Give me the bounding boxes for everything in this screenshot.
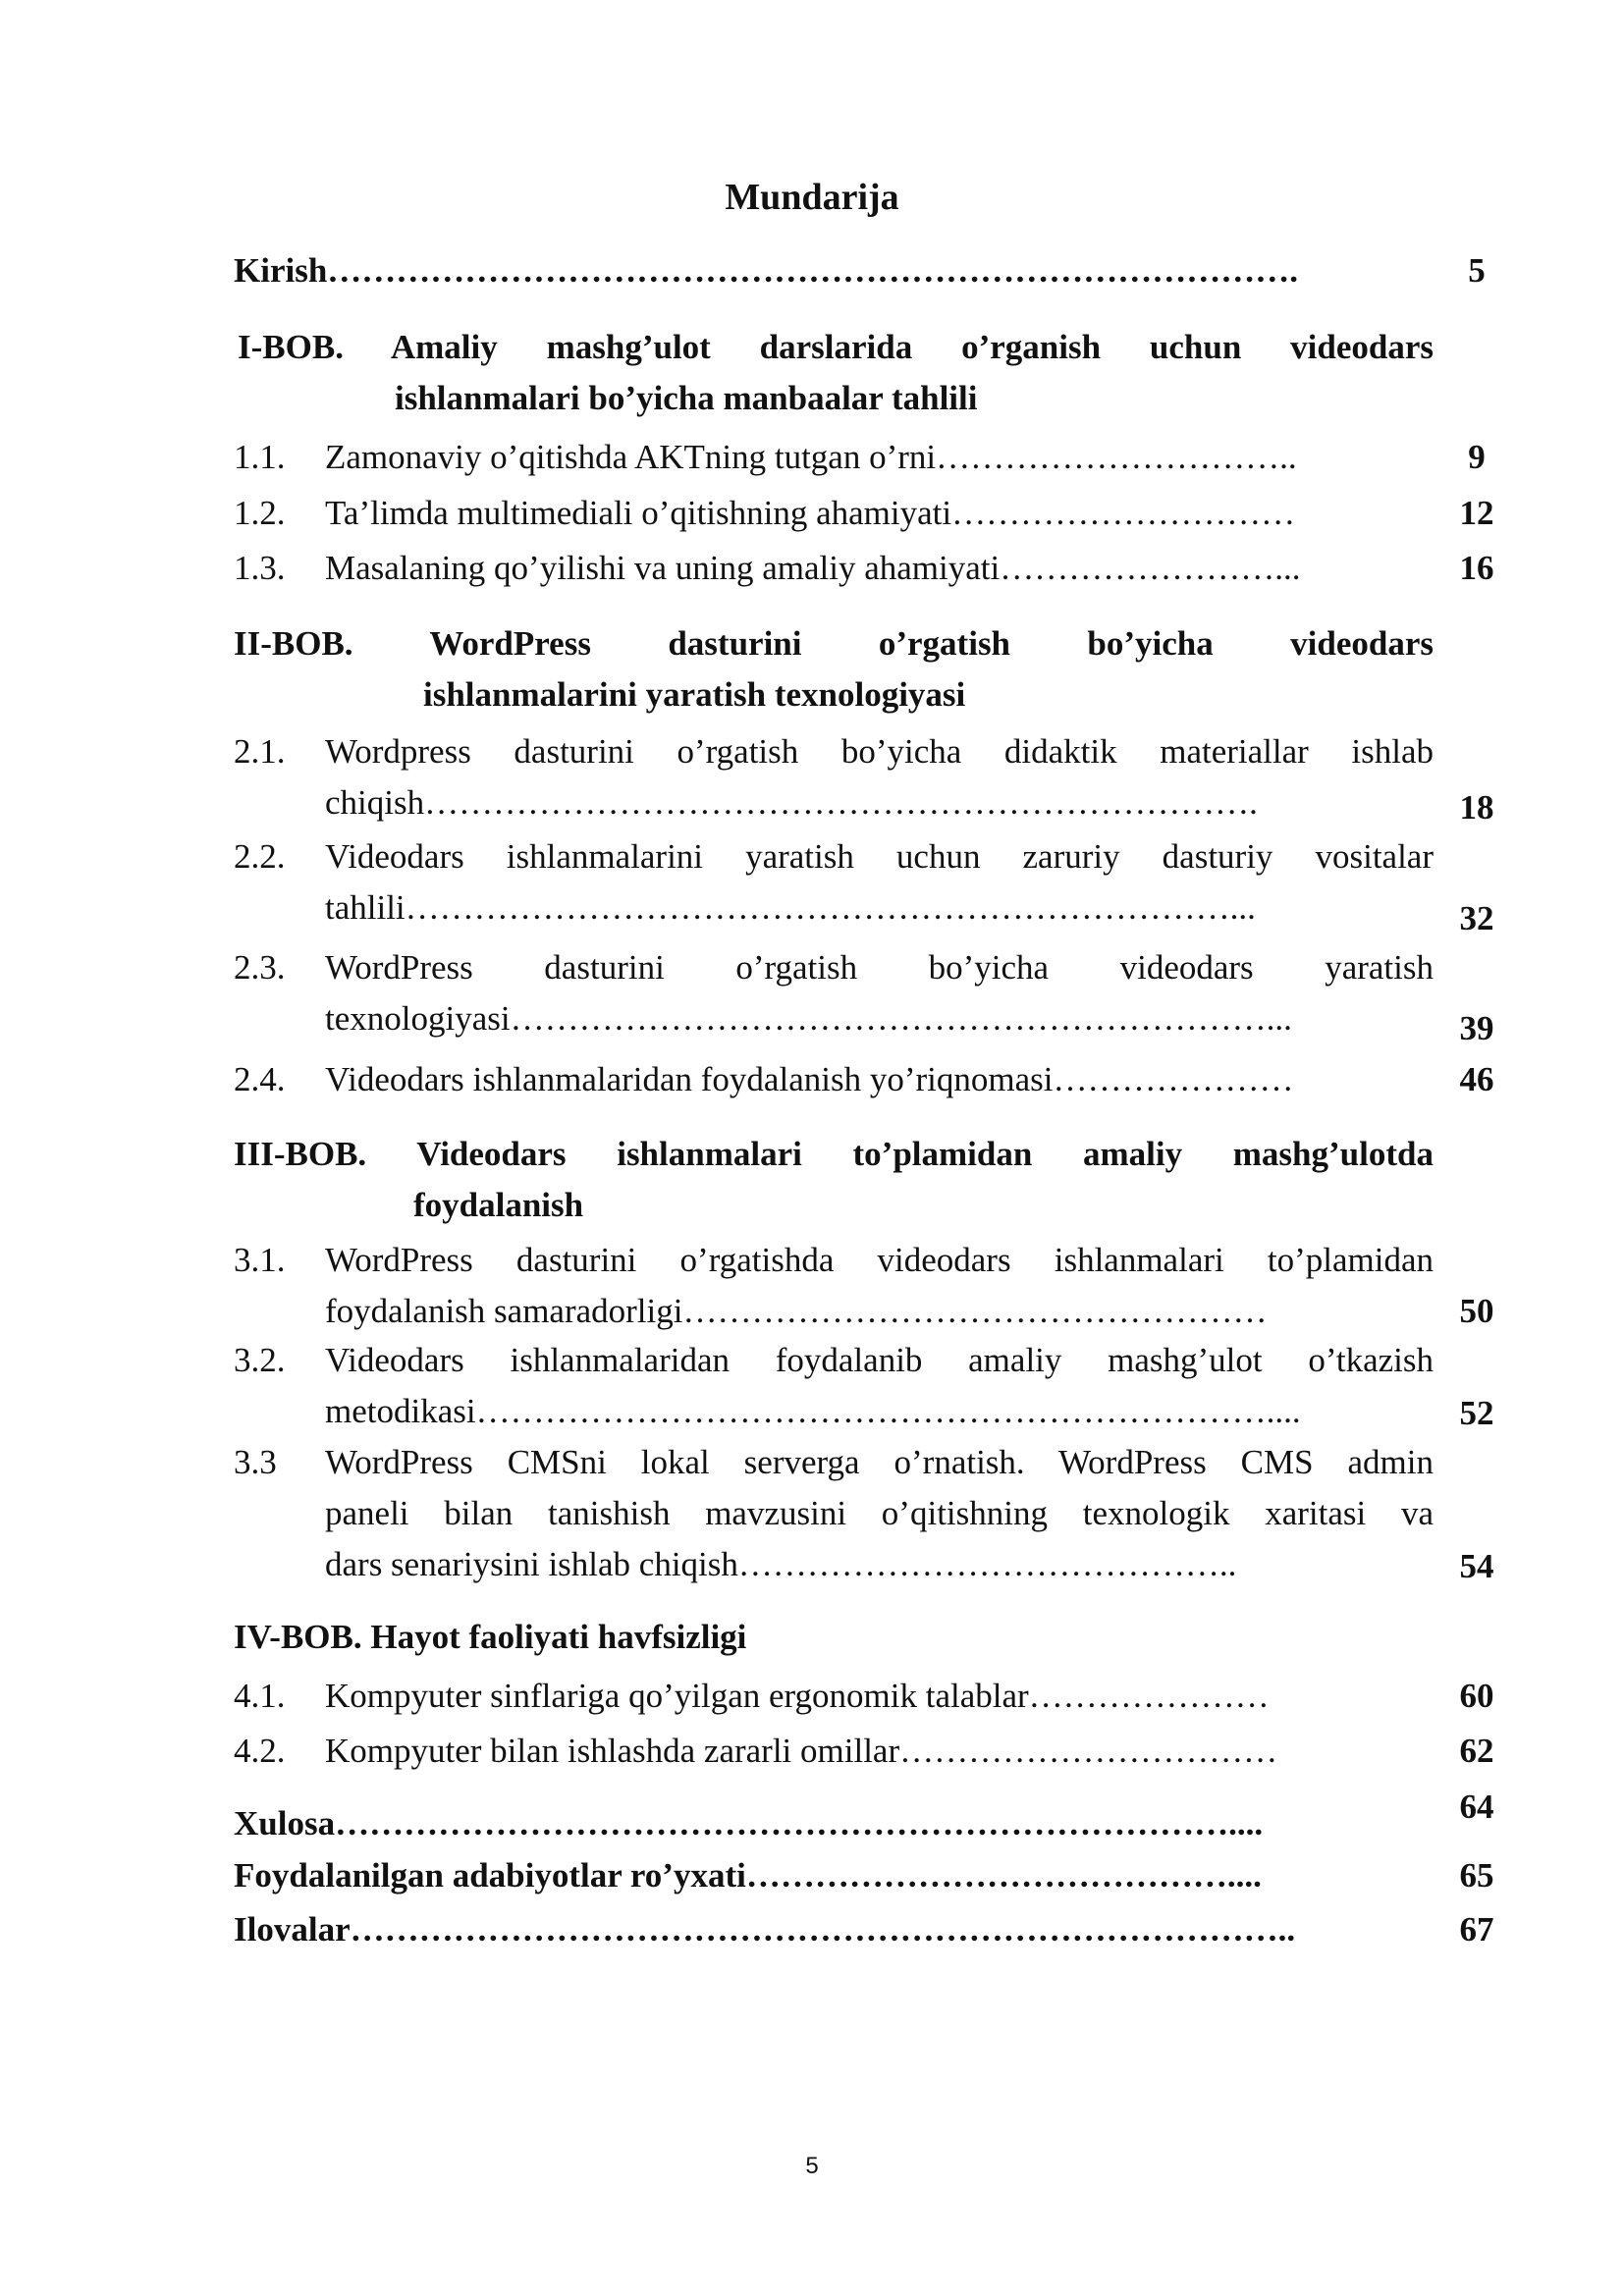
toc-entry-2-1-cont[interactable]: chiqish………………………………………………………………. [325,783,1258,822]
toc-page: 16 [1459,549,1494,587]
toc-page: 9 [1468,438,1486,476]
toc-entry-3-1-cont[interactable]: foydalanish samaradorligi…………………………………………… [325,1292,1268,1330]
toc-entry-2-3[interactable]: WordPress dasturini o’rgatish bo’yicha videodars yaratish [325,948,1434,987]
toc-page-kirish: 5 [1468,251,1486,290]
toc-number: 4.2. [234,1732,286,1770]
toc-page: 62 [1459,1732,1494,1770]
toc-entry-2-2[interactable]: Videodars ishlanmalarini yaratish uchun zaruriy dasturiy vositalar [325,837,1434,876]
toc-number: 1.1. [234,438,286,476]
toc-entry-3-3-cont[interactable]: paneli bilan tanishish mavzusini o’qitishning texnologik xaritasi va [325,1494,1434,1532]
toc-number: 1.3. [234,549,286,587]
toc-page: 39 [1459,1009,1494,1047]
chapter-3-heading-line2[interactable]: foydalanish [413,1186,584,1224]
toc-page: 54 [1459,1547,1494,1585]
toc-number: 2.3. [234,948,286,987]
toc-page-adabiyotlar: 65 [1459,1856,1494,1895]
toc-number: 3.1. [234,1241,286,1279]
toc-entry-3-2[interactable]: Videodars ishlanmalaridan foydalanib amaliy mashg’ulot o’tkazish [325,1341,1434,1379]
toc-number: 3.3 [234,1443,277,1481]
chapter-2-heading-line1[interactable]: II-BOB. WordPress dasturini o’rgatish bo’yicha videodars [234,624,1434,663]
toc-entry-2-4[interactable]: Videodars ishlanmalaridan foydalanish yo’riqnomasi………………… [325,1060,1294,1098]
page-title: Mundarija [725,177,899,218]
toc-number: 3.2. [234,1341,286,1379]
chapter-4-heading[interactable]: IV-BOB. Hayot faoliyati havfsizligi [234,1618,747,1656]
toc-number: 2.4. [234,1060,286,1098]
toc-number: 1.2. [234,494,286,532]
toc-entry-3-2-cont[interactable]: metodikasi…………………………………………………………….... [325,1392,1301,1430]
toc-page: 18 [1459,788,1494,827]
toc-entry-xulosa[interactable]: Xulosa…………………………………………………………………….... [234,1804,1264,1842]
toc-entry-ilovalar[interactable]: Ilovalar……………………………………………………………………….. [234,1910,1296,1949]
toc-entry-4-1[interactable]: Kompyuter sinflariga qo’yilgan ergonomik talablar………………… [325,1677,1270,1715]
toc-page: 46 [1459,1060,1494,1098]
toc-page: 50 [1459,1292,1494,1330]
toc-number: 4.1. [234,1677,286,1715]
toc-page-xulosa: 64 [1459,1788,1494,1826]
toc-entry-4-2[interactable]: Kompyuter bilan ishlashda zararli omillar…………………………… [325,1732,1278,1770]
toc-number: 2.2. [234,837,286,876]
toc-entry-adabiyotlar[interactable]: Foydalanilgan adabiyotlar ro’yxati…………………………………….... [234,1856,1262,1895]
page-number: 5 [805,2153,819,2179]
chapter-2-heading-line2[interactable]: ishlanmalarini yaratish texnologiyasi [423,675,966,714]
toc-page: 32 [1459,899,1494,937]
toc-page: 60 [1459,1677,1494,1715]
toc-page-ilovalar: 67 [1459,1910,1494,1949]
toc-entry-3-3-cont2[interactable]: dars senariysini ishlab chiqish…………………………………….. [325,1545,1237,1583]
toc-entry-3-3[interactable]: WordPress CMSni lokal serverga o’rnatish. WordPress CMS admin [325,1443,1434,1481]
toc-entry-2-2-cont[interactable]: tahlili………………………………………………………………... [325,888,1256,927]
toc-entry-1-2[interactable]: Ta’limda multimediali o’qitishning ahamiyati………………………… [325,494,1296,532]
toc-entry-kirish[interactable]: Kirish…………………………………………………………………………. [234,251,1299,290]
toc-entry-1-3[interactable]: Masalaning qo’yilishi va uning amaliy ahamiyati……………………... [325,549,1301,587]
chapter-1-heading-line2[interactable]: ishlanmalari bo’yicha manbaalar tahlili [395,379,978,417]
chapter-3-heading-line1[interactable]: III-BOB. Videodars ishlanmalari to’plamidan amaliy mashg’ulotda [234,1135,1434,1173]
toc-page: 12 [1459,494,1494,532]
toc-page: 52 [1459,1394,1494,1432]
toc-entry-3-1[interactable]: WordPress dasturini o’rgatishda videodars ishlanmalari to’plamidan [325,1241,1434,1279]
chapter-1-heading-line1[interactable]: I-BOB. Amaliy mashg’ulot darslarida o’rganish uchun videodars [238,328,1434,366]
toc-entry-2-3-cont[interactable]: texnologiyasi…………………………………………………………... [325,999,1292,1038]
toc-entry-1-1[interactable]: Zamonaviy o’qitishda AKTning tutgan o’rni………………………….. [325,438,1297,476]
toc-number: 2.1. [234,732,286,771]
toc-entry-2-1[interactable]: Wordpress dasturini o’rgatish bo’yicha didaktik materiallar ishlab [325,732,1434,771]
